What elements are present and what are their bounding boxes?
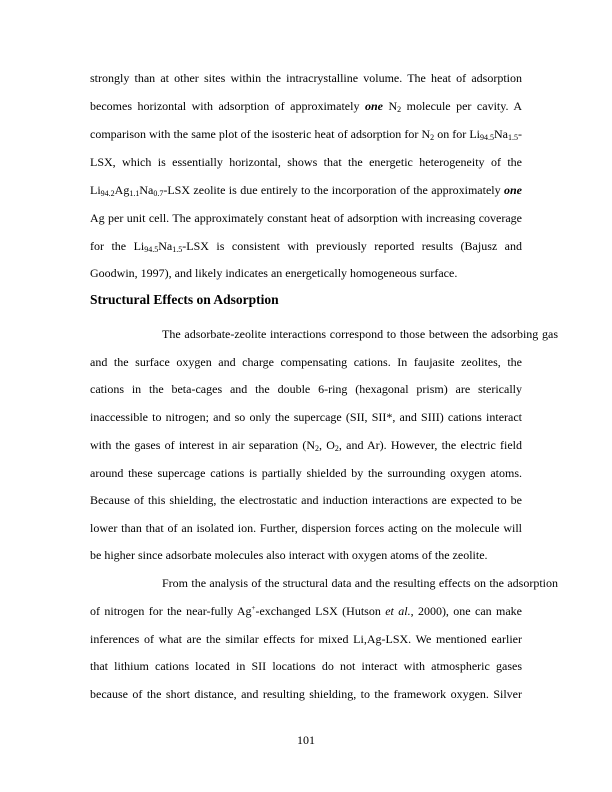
text-line: The adsorbate-zeolite interactions correspond to those between the adsorbing gas	[162, 327, 558, 341]
text-line: of nitrogen for the near-fully Ag+-exchanged LSX (Hutson et al., 2000), one can make	[90, 604, 522, 618]
text-line: be higher since adsorbate molecules also interact with oxygen atoms of the zeolite.	[90, 548, 488, 562]
text-line: inferences of what are the similar effects for mixed Li,Ag-LSX. We mentioned earlier	[90, 632, 522, 646]
text-line: Goodwin, 1997), and likely indicates an energetically homogeneous surface.	[90, 266, 458, 280]
text-line: becomes horizontal with adsorption of approximately one $N_2$ molecule per cavity. A	[90, 99, 522, 114]
emphasis: one	[504, 183, 522, 197]
section-heading: Structural Effects on Adsorption	[90, 292, 279, 307]
text-line: Ag per unit cell. The approximately constant heat of adsorption with increasing coverage	[90, 211, 522, 225]
text-line: Because of this shielding, the electrostatic and induction interactions are expected to be	[90, 493, 522, 507]
text-line: with the gases of interest in air separation ($N_2$, $O_2$, and Ar). However, the electric field	[90, 438, 522, 453]
text-line: that lithium cations located in SII locations do not interact with atmospheric gases	[90, 659, 522, 673]
text-line: $Li_{94.2}Ag_{1.1}Na_{0.7}$-LSX zeolite is due entirely to the incorporation of the approximately one	[90, 183, 522, 198]
text-line: lower than that of an isolated ion. Further, dispersion forces acting on the molecule will	[90, 521, 522, 535]
text-line: strongly than at other sites within the intracrystalline volume. The heat of adsorption	[90, 71, 522, 85]
text-line: because of the short distance, and resulting shielding, to the framework oxygen. Silver	[90, 687, 522, 701]
citation-et-al: et al.	[385, 604, 411, 618]
text-line: From the analysis of the structural data and the resulting effects on the adsorption	[162, 576, 558, 590]
text-line: around these supercage cations is partially shielded by the surrounding oxygen atoms.	[90, 466, 522, 480]
text-line: inaccessible to nitrogen; and so only the supercage (SII, SII*, and SIII) cations interact	[90, 410, 522, 424]
text-line: for the $Li_{94.5}Na_{1.5}$-LSX is consistent with previously reported results (Bajusz and	[90, 239, 522, 254]
page-number: 101	[297, 733, 315, 747]
text-line: and the surface oxygen and charge compensating cations. In faujasite zeolites, the	[90, 355, 522, 369]
emphasis: one	[364, 99, 383, 113]
text-line: LSX, which is essentially horizontal, shows that the energetic heterogeneity of the	[90, 155, 522, 169]
text-line: cations in the beta-cages and the double 6-ring (hexagonal prism) are sterically	[90, 382, 522, 396]
text-line: comparison with the same plot of the isosteric heat of adsorption for $N_2$ on for $Li_{94.5}Na_{1.5}-$	[90, 127, 522, 142]
